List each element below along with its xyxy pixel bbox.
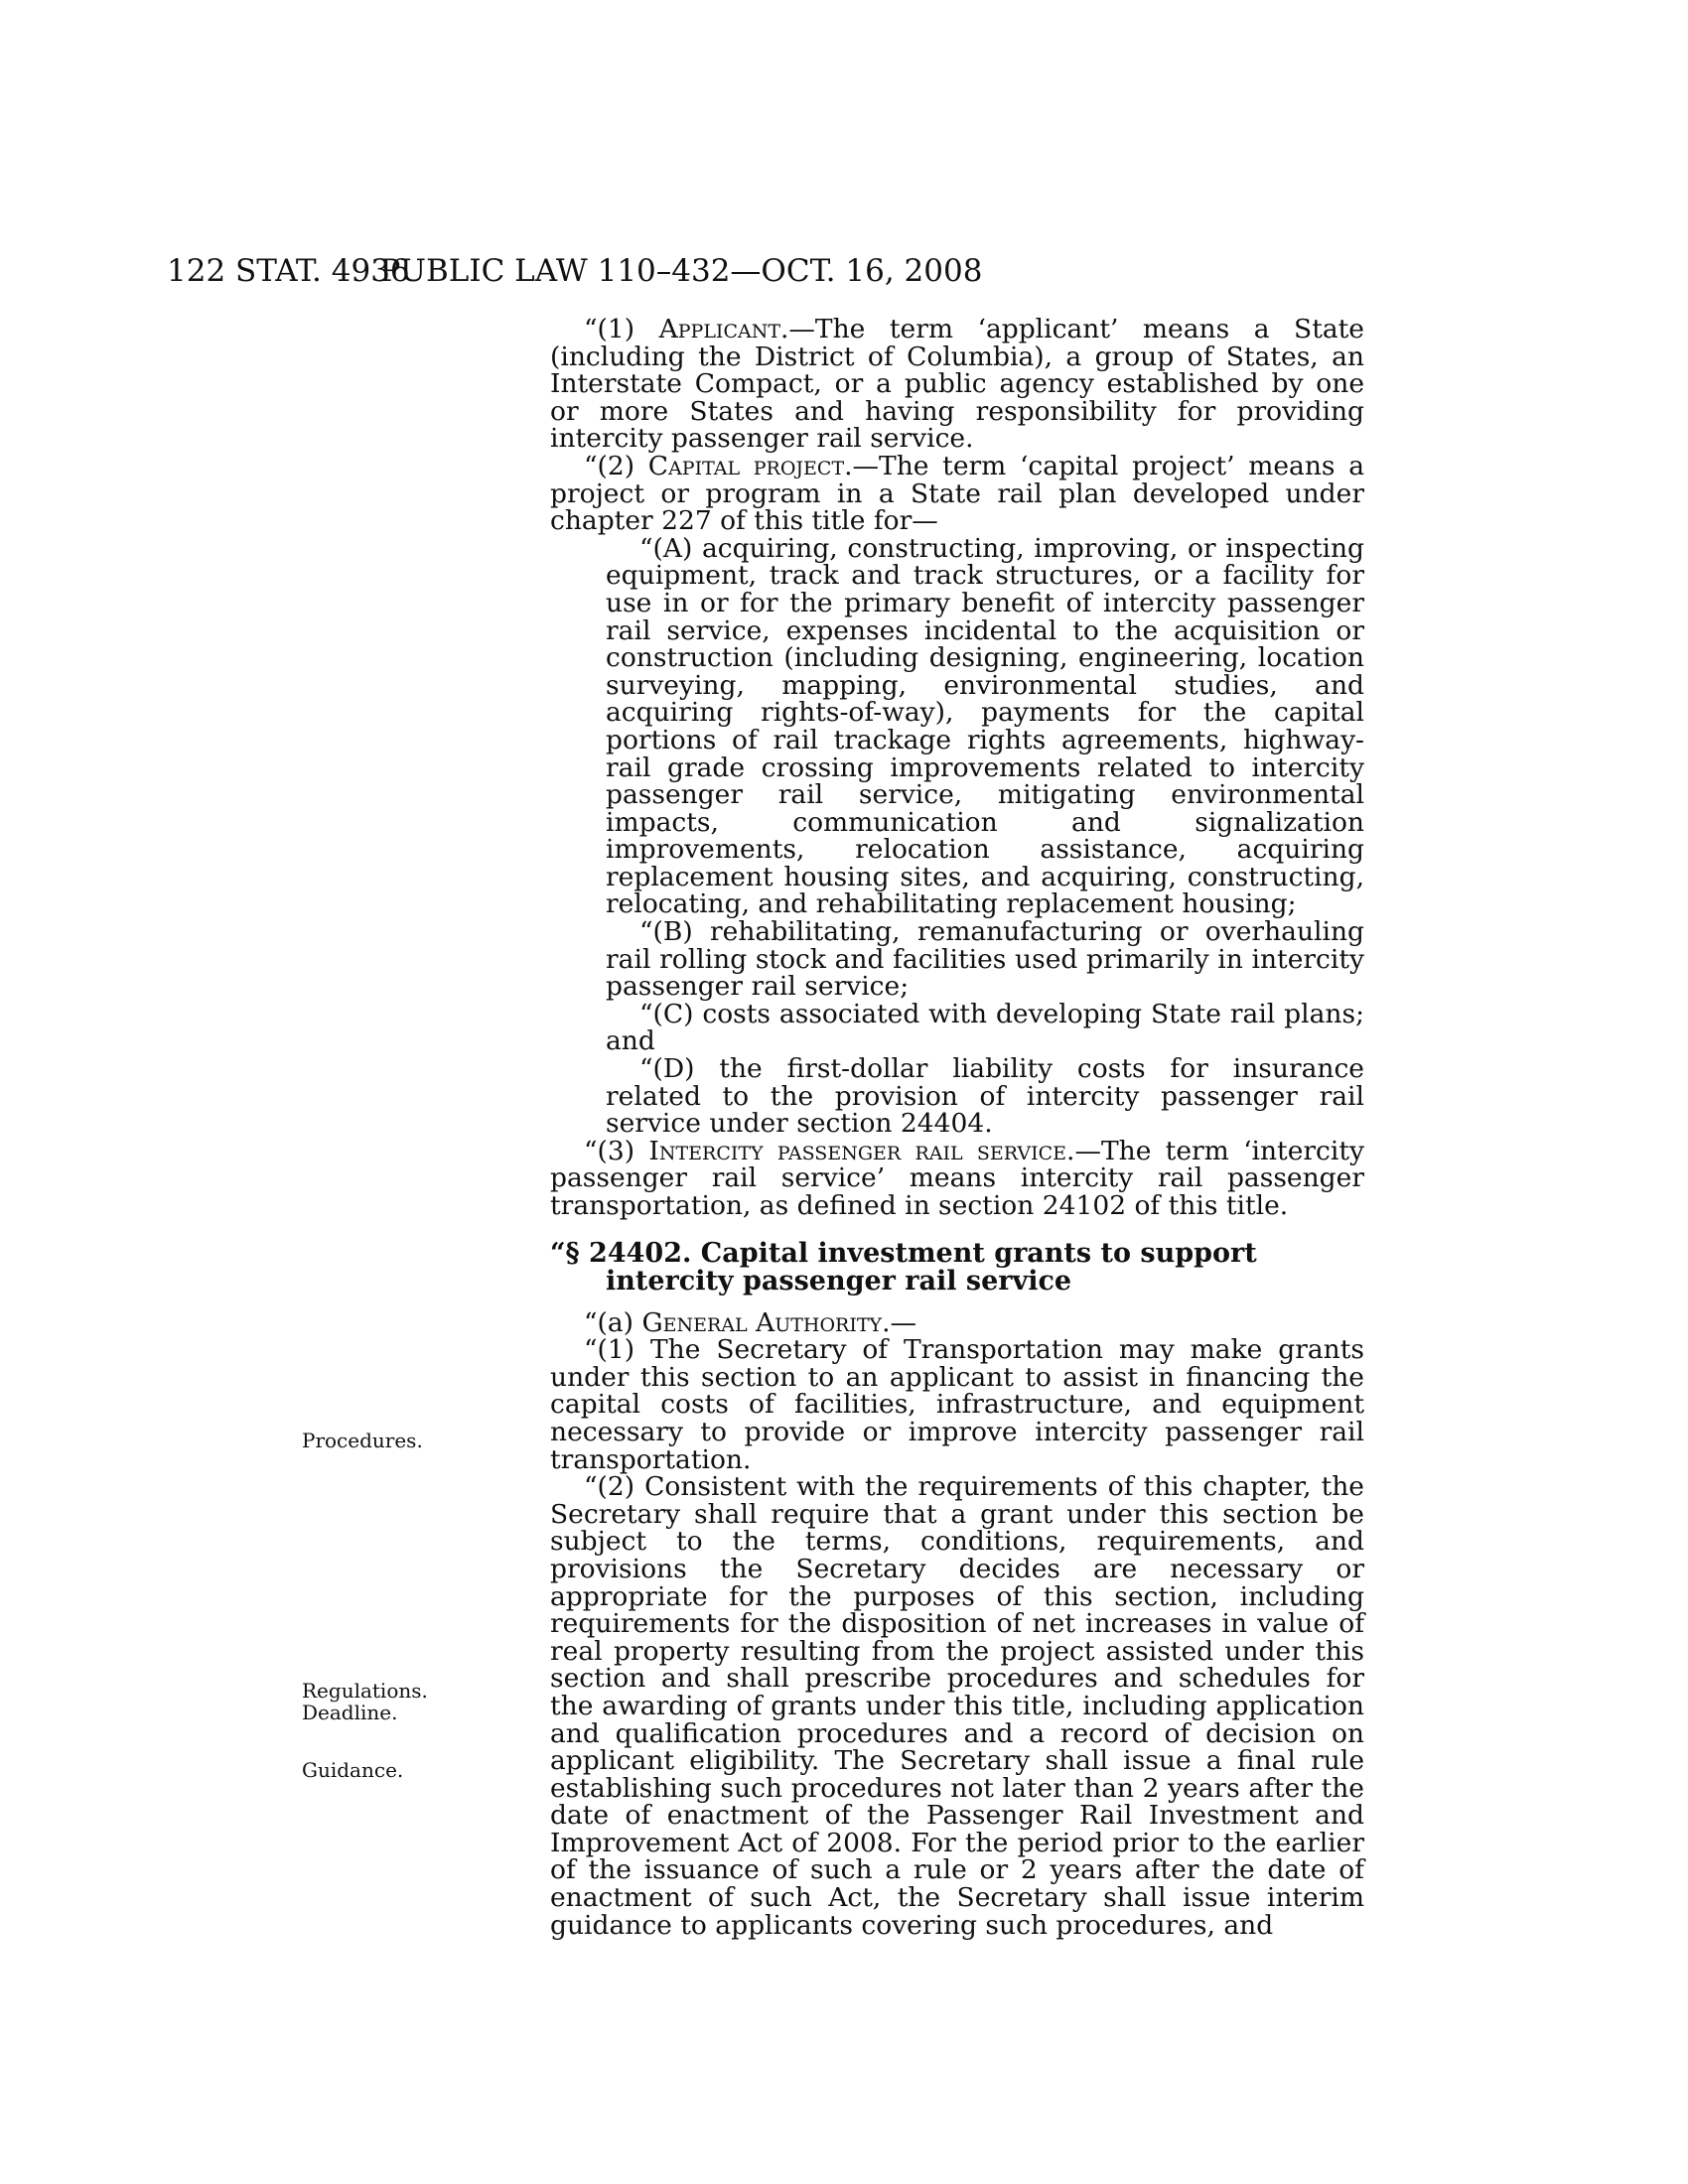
subsection-a-paragraph-1: “(1) The Secretary of Transportation may make grants under this section to an applicant to assist in financing the capital costs of facilities, infrastructure, and equipment necessary to provide or improve intercity passenger rail transportation. xyxy=(550,1334,1364,1475)
term-heading: Intercity passenger rail service xyxy=(648,1135,1067,1166)
subparagraph-d: “(D) the first-dollar liability costs for insurance related to the provision of intercity passenger rail service under section 24404. xyxy=(606,1053,1364,1140)
section-heading-24402: “§ 24402. Capital investment grants to support intercity passenger rail service xyxy=(550,1237,1257,1297)
paragraph-1-applicant: “(1) Applicant.—The term ‘applicant’ means a State (including the District of Columbia), a group of States, an Interstate Compact, or a public agency established by one or more States and having responsibility for providing intercity passenger rail service. xyxy=(550,314,1364,455)
statute-body xyxy=(550,316,1364,1939)
term-heading: Applicant xyxy=(658,314,780,344)
margin-note-procedures: Procedures. xyxy=(302,1429,423,1452)
subparagraph-a: “(A) acquiring, constructing, improving, or inspecting equipment, track and track structures, or a facility for use in or for the primary benefit of intercity passenger rail service, expenses incidental to the acquisition or construction (including designing, engineering, location surveying, mapping, environmental studies, and acquiring rights-of-way), payments for the capital portions of rail trackage rights agreements, highway-rail grade crossing improvements related to intercity passenger rail service, mitigating environmental impacts, communication and signalization improvements, relocation assistance, acquiring replacement housing sites, and acquiring, constructing, relocating, and rehabilitating replacement housing; xyxy=(606,532,1364,920)
margin-note-regulations: Regulations. xyxy=(302,1679,428,1703)
subsection-a-paragraph-2: “(2) Consistent with the requirements of this chapter, the Secretary shall require that a grant under this section be subject to the terms, conditions, requirements, and provisions the Secretary decides are necessary or appropriate for the purposes of this section, including requirements for the disposition of net increases in value of real property resulting from the project assisted under this section and shall prescribe procedures and schedules for the awarding of grants under this title, including application and qualification procedures and a record of decision on applicant eligibility. The Secretary shall issue a final rule establishing such procedures not later than 2 years after the date of enactment of the Passenger Rail Investment and Improvement Act of 2008. For the period prior to the earlier of the issuance of such a rule or 2 years after the date of enactment of such Act, the Secretary shall issue interim guidance to applicants covering such procedures, and xyxy=(550,1471,1364,1941)
margin-note-guidance: Guidance. xyxy=(302,1758,404,1782)
page-stat-citation: 122 STAT. 4936 xyxy=(167,253,410,289)
running-header: PUBLIC LAW 110–432—OCT. 16, 2008 xyxy=(379,253,983,289)
subparagraph-b: “(B) rehabilitating, remanufacturing or overhauling rail rolling stock and facilities used primarily in intercity passenger rail service; xyxy=(606,916,1364,1003)
paragraph-3-intercity-service: “(3) Intercity passenger rail service.—The term ‘intercity passenger rail service’ means intercity rail passenger transportation, as defined in section 24102 of this title. xyxy=(550,1135,1364,1221)
subparagraph-c: “(C) costs associated with developing State rail plans; and xyxy=(606,998,1364,1057)
term-heading: Capital project xyxy=(647,450,845,481)
paragraph-2-capital-project: “(2) Capital project.—The term ‘capital project’ means a project or program in a State rail plan developed under chapter 227 of this title for— xyxy=(550,450,1365,537)
subsection-a-heading: “(a) General Authority.— xyxy=(584,1306,916,1338)
margin-note-deadline: Deadline. xyxy=(302,1701,398,1724)
